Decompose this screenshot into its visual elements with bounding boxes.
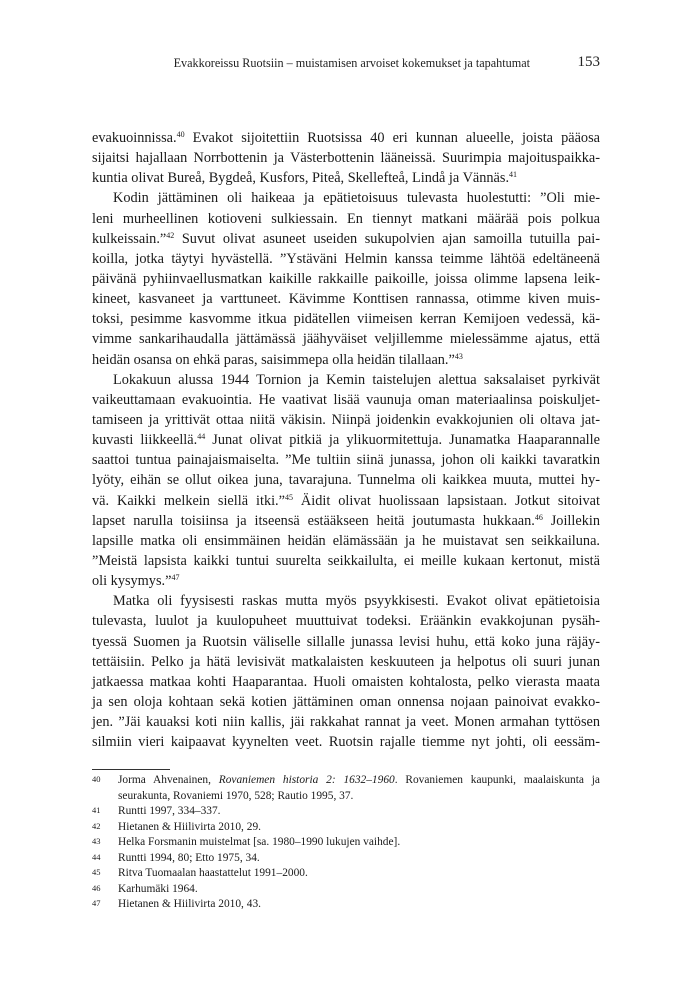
text-line: Kodin jättäminen oli haikeaa ja epätietoisuus tulevasta huolestutti: ”Oli mie- [113, 190, 600, 207]
text-line: tyessä Suomen ja Ruotsin väliselle sillalle junassa levisi huhu, että koko juna räjäy- [92, 633, 600, 650]
footnote-author: Jorma Ahvenainen, [118, 774, 219, 786]
text-line: tulevasta, luulot ja kuulopuheet muuttuivat todeksi. Eräänkin evakkojunan pysäh- [92, 613, 600, 630]
page-number: 153 [577, 54, 600, 70]
footnote-publisher: . Rovaniemen kaupunki, maalaiskunta ja [394, 774, 600, 786]
body-text [92, 128, 600, 752]
footnote-line: seurakunta, Rovaniemi 1970, 528; Rautio 1995, 37. [118, 789, 354, 802]
footnote [92, 851, 600, 867]
text-line: vä. Kaikki melkein siellä itki.”$^{45}$ Äidit olivat huolissaan lapsistaan. Jotkut sitoivat [92, 492, 600, 509]
footnotes [92, 773, 600, 913]
text-line: saattoi tuntua painajaismaiselta. ”Me tultiin siinä junassa, johon oli kaikki tavaratkin [92, 452, 600, 469]
footnote-text [118, 773, 600, 804]
footnote-ref: 46 [534, 512, 543, 522]
footnote-ref: 40 [176, 130, 185, 139]
footnote-ref: 41 [509, 170, 518, 180]
footnote-ref: 44 [197, 432, 206, 442]
footnote [92, 773, 600, 804]
footnote-number: 46 [92, 882, 101, 893]
footnote-ref: 43 [454, 351, 463, 361]
footnote-number: 47 [92, 898, 101, 908]
text-line: tamiseen ja yrittivät ottaa niitä väkisin. Niinpä joidenkin evakkojunien oli oltava jat- [92, 411, 600, 428]
running-head [92, 54, 600, 74]
footnote-title: Rovaniemen historia 2: 1632–1960 [218, 774, 395, 786]
footnote-text: Runtti 1997, 334–337. [118, 805, 221, 817]
text-line: lapset narulla toisiinsa ja itseensä estääkseen heitä joutumasta hukkaan.$^{46}$ Joillekin [92, 512, 600, 529]
footnote-text: Hietanen & Hiilivirta 2010, 43. [118, 898, 261, 910]
text-line: vimme sankarihaudalla jättämässä jäähyväiset veljillemme mielessämme ajatus, että [92, 331, 600, 348]
footnote [92, 804, 600, 820]
text-line: kineet, kasvaneet ja varttuneet. Kävimme Konttisen rannassa, otimme kiven muis- [92, 291, 600, 308]
footnote-text: Helka Forsmanin muistelmat [sa. 1980–1990 lukujen vaihde]. [118, 836, 401, 848]
text-line: jen. ”Jäi kauaksi koti niin kallis, jäi rakkahat rannat ja veet. Monen armahan tyttösen [92, 714, 600, 731]
footnote-line [118, 773, 600, 789]
text-line: kulkeissain.”$^{42}$ Suvut olivat asuneet useiden sukupolvien ajan samoilla tutuilla pai- [92, 230, 600, 247]
text-line: heidän osansa on ehkä paras, saisimmepa olla heidän tilallaan.”$^{43}$ [92, 351, 463, 368]
footnote [92, 866, 600, 882]
text-line: päivänä pyhiinvaellusmatkan kaikille rakkaille paikoille, joissa olimme lapsena leik- [92, 270, 600, 287]
footnote-ref: 47 [171, 573, 180, 583]
footnote-number: 45 [92, 867, 101, 877]
footnote [92, 835, 600, 851]
footnote-ref: 45 [284, 492, 293, 502]
footnote [92, 882, 600, 898]
text-line: tettäisiin. Pelko ja hätä levisivät matkalaisten keskuuteen ja helpotus oli suuri junan [92, 653, 600, 670]
running-title: Evakkoreissu Ruotsiin – muistamisen arvoiset kokemukset ja tapahtumat [173, 56, 530, 70]
text-line: lapsille matka oli ensimmäinen heidän elämässään ja he muistavat sen seikkailuna. [92, 532, 600, 549]
text-line: sijaitsi hajallaan Norrbottenin ja Västerbottenin lääneissä. Suurimpia majoituspaikka- [92, 150, 600, 167]
text-line: evakuoinnissa.$^{40}$ Evakot sijoitettiin Ruotsissa 40 eri kunnan alueelle, joista pääosa [92, 130, 600, 146]
footnote-text: Runtti 1994, 80; Etto 1975, 34. [118, 851, 260, 864]
footnote-number: 44 [92, 851, 101, 862]
text-line: Lokakuun alussa 1944 Tornion ja Kemin taistelujen alettua saksalaiset pyrkivät [113, 371, 600, 388]
footnote-ref: 42 [166, 230, 175, 240]
footnote-divider [92, 769, 170, 770]
text-line: silmiin vieri kaipaavat kyynelten veet. Ruotsin rajalle tiemme nyt johti, oli eessäm- [92, 734, 600, 751]
text-line: oli kysymys.”$^{47}$ [92, 573, 180, 590]
footnote-number: 41 [92, 805, 101, 815]
footnote [92, 897, 600, 913]
footnote-text: Ritva Tuomaalan haastattelut 1991–2000. [118, 867, 308, 879]
text-line: vaikeuttamaan evakuointia. He vaativat lisää vaunuja oman materiaalinsa poiskuljet- [92, 391, 600, 408]
text-line: leni murheellinen kotioveni sulkiessain. En tiennyt matkani määrää pois polkua [92, 210, 600, 227]
footnote-number: 42 [92, 820, 101, 831]
text-line: koilla, jotka täytyi hyvästellä. ”Ystäväni Helmin kanssa teimme lähtöä edeltäneenä [92, 250, 600, 267]
text-line: kuvasti liikkeellä.$^{44}$ Junat olivat pitkiä ja ylikuormitettuja. Junamatka Haaparannalle [92, 432, 600, 449]
footnote-text: Hietanen & Hiilivirta 2010, 29. [118, 820, 261, 833]
text-line: toksi, pesimme kasvomme itkua pidätellen viimeisen kerran Kemijoen vedessä, kä- [92, 311, 600, 328]
text-line: ja sen oloja kohtaan sekä kotien jättäminen oman onnensa nojaan painoivat evakko- [92, 693, 600, 710]
footnote-text: Karhumäki 1964. [118, 882, 198, 895]
text-line: Matka oli fyysisesti raskas mutta myös psyykkisesti. Evakot olivat epätietoisia [113, 593, 600, 610]
text-line: jatkaessa matkaa kohti Haaparantaa. Huoli omaisten kohtalosta, pelko vierasta maata [92, 673, 600, 690]
footnote [92, 820, 600, 836]
text-line: kuntia olivat Bureå, Bygdeå, Kusfors, Piteå, Skellefteå, Lindå ja Vännäs.$^{41}$ [92, 170, 518, 187]
footnote-number: 43 [92, 836, 101, 846]
text-line: ”Meistä lapsista kaikki tuntui suurelta seikkailulta, ei meille kukaan kertonut, mistä [92, 552, 600, 569]
text-line: lyöty, eihän se ollut oikea juna, tavarajuna. Tunnelma oli kaikkea muuta, muttei hy- [92, 472, 600, 489]
footnote-number: 40 [92, 774, 101, 784]
